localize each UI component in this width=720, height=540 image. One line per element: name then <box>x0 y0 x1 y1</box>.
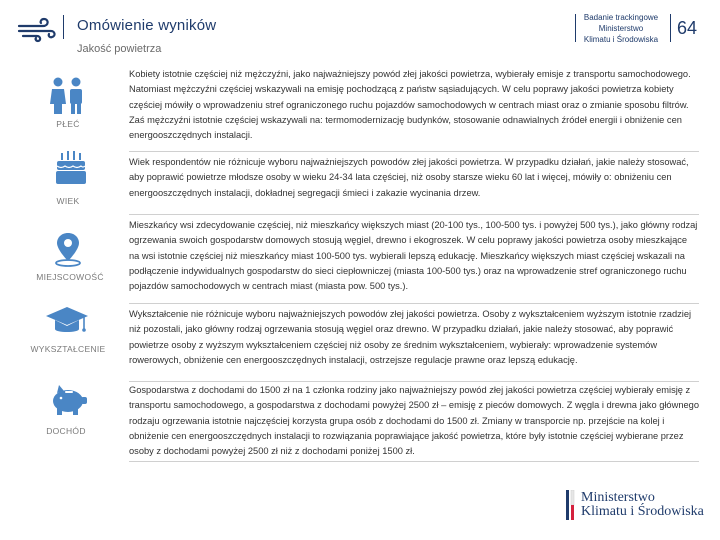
page-title: Omówienie wyników <box>77 17 217 34</box>
section-label-income: DOCHÓD <box>46 426 86 436</box>
report-tag-line1: Badanie trackingowe <box>583 13 659 22</box>
section-label-gender: PŁEĆ <box>56 119 80 129</box>
header-divider-left <box>63 15 64 39</box>
wind-logo-icon <box>17 17 57 43</box>
section-text-gender: Kobiety istotnie częściej niż mężczyźni, jako najważniejszy powód złej jakości powietrza, wybierały emisje z transportu samochodowego. Natomiast mężczyźni częściej wskazywali na emisję pochodzącą z państw sąsiadujących. W celu poprawy jakości powietrza kobiety częściej mówiły o wprowadzeniu stref ograniczonego ruchu pojazdów samochodowych w centrach miast oraz o zmianie sposobu filtrów. Zaś mężczyźni istotnie częściej wskazywali na: termomodernizację budynków, stosowanie odnawialnych źródeł energii i obniżenie cen energooszczędnych instalacji. <box>129 69 691 141</box>
ministry-logo <box>566 490 716 522</box>
section-label-age: WIEK <box>56 196 80 206</box>
section-label-location: MIEJSCOWOŚĆ <box>36 272 104 282</box>
section-text-age: Wiek respondentów nie różnicuje wyboru najważniejszych powodów złej jakości powietrza. W przypadku działań, jakie należy stosować, aby poprawić powietrze młodsze osoby w wieku 24-34 lata częściej, niż osoby starsze wieku 60 lat i więcej, mówiły o: obniżeniu cen energooszczędnych instalacji, dokładnej segregacji śmieci i zakazie wycinania drzew. <box>129 151 699 201</box>
header-divider-right <box>670 14 671 42</box>
ministry-flag-icon <box>566 490 576 520</box>
section-text-income: Gospodarstwa z dochodami do 1500 zł na 1 członka rodziny jako najważniejszy powód złej jakości powietrza częściej wybierały emisję z transportu samochodowego, a gospodarstwa z dochodami powyżej 2500 zł – emisję z pieców domowych. Z węgla i drewna jako głównego rodzaju ogrzewania istotnie najczęściej korzysta grupa osób z dochodami do 1500 zł. Zmiany w transporcie np. przejście na kolej i obniżenie cen energooszczędnych instalacji to rozwiązania poprawiające jakość powietrza, które były istotnie częściej wybierane przez osoby z dochodami powyżej 2500 zł niż z dochodami poniżej 1500 zł. <box>129 381 699 462</box>
section-text-location: Mieszkańcy wsi zdecydowanie częściej, niż mieszkańcy większych miast (20-100 tys., 100-500 tys. i powyżej 500 tys.), jako główny rodzaj ogrzewania swoich gospodarstw domowych stosują węgiel, drewno i ekogroszek. W celu poprawy jakości powietrza osoby mieszkające na wsi istotnie częściej niż mieszkańcy miast 100-500 tys. wybierali lepszą edukację. Mieszkańcy większych miast częściej wskazali na podłączenie indywidualnych gospodarstw do sieci ciepłowniczej (miasta 100-500 tys.) oraz na wprowadzenie stref ograniczonego ruchu pojazdów samochodowych w centrach miast (miasta pow. 500 tys.). <box>129 214 699 294</box>
page-subtitle: Jakość powietrza <box>77 43 162 55</box>
ministry-name-line1: Ministerstwo <box>581 490 655 505</box>
report-tag <box>565 12 677 45</box>
ministry-name-line2: Klimatu i Środowiska <box>581 504 704 519</box>
section-label-education: WYKSZTAŁCENIE <box>30 344 106 354</box>
section-text-education: Wykształcenie nie różnicuje wyboru najważniejszych powodów złej jakości powietrza. Osoby z wykształceniem wyższym istotnie rzadziej niż pozostali, jako główny rodzaj ogrzewania stosują węgiel oraz drewno. W przypadku działań, jakie należy stosować, aby poprawić powietrze osoby z wyższym wykształceniem częściej niż osoby ze średnim wykształceniem, wybierały: wprowadzenie systemów rowerowych, obniżenie cen energooszczędnych instalacji, ostrzejsze regulacje prawne oraz lepszą edukację. <box>129 303 699 368</box>
page-number: 64 <box>677 18 698 38</box>
report-tag-line2: Ministerstwo <box>598 24 644 33</box>
birthday-cake-icon <box>55 150 115 200</box>
report-tag-line3: Klimatu i Środowiska <box>583 35 659 44</box>
ministry-name <box>581 491 704 519</box>
